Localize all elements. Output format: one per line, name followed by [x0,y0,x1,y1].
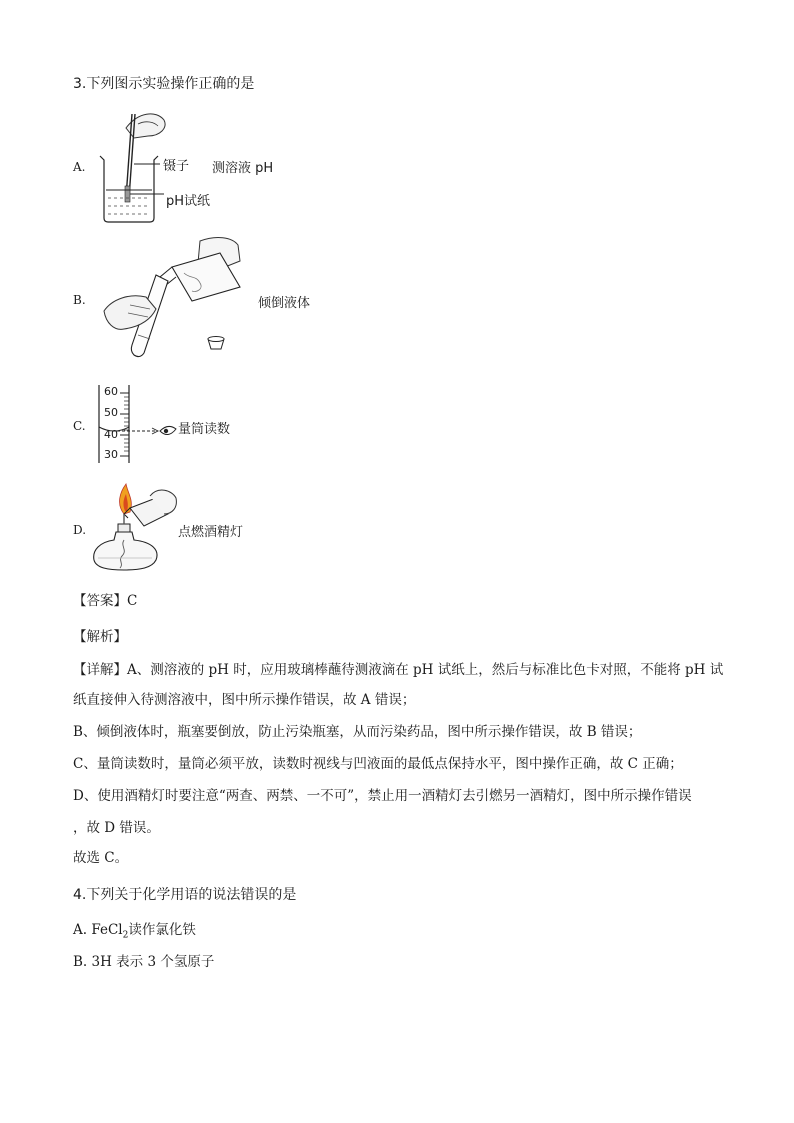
pour-liquid-illustration [100,235,250,360]
alcohol-lamp-illustration [94,484,184,574]
tick-60: 60 [104,385,118,398]
q4-option-a [73,920,196,946]
option-b-caption: 倾倒液体 [258,296,311,311]
tick-40: 40 [104,428,118,441]
q4-option-a-formula: FeCl [91,922,123,938]
detail-line-5: D、使用酒精灯时要注意“两查、两禁、一不可”，禁止用一酒精灯去引燃另一酒精灯，图中所示操作错误 [73,788,692,804]
detail-line-1 [73,660,723,680]
answer-line [73,591,137,611]
option-c-letter: C. [73,419,86,433]
conclusion: 故选 C。 [73,850,129,866]
detail-label: 【详解】 [73,662,127,678]
q4-option-a-letter: A. [73,922,88,938]
q4-option-b-text: 3H 表示 3 个氢原子 [91,954,215,970]
answer-label: 【答案】 [73,593,127,609]
detail-line-3: B、倾倒液体时，瓶塞要倒放，防止污染瓶塞，从而污染药品，图中所示操作错误，故 B 错误； [73,724,642,740]
question-4-title: 4.下列关于化学用语的说法错误的是 [73,887,297,903]
tick-50: 50 [104,406,118,419]
label-tweezers: 镊子 [163,159,190,174]
tick-30: 30 [104,448,118,461]
q4-option-a-text: 读作氯化铁 [128,922,196,938]
q4-option-a-subscript: 2 [122,930,129,941]
option-a-caption: 测溶液 pH [212,161,274,176]
label-ph-paper: pH试纸 [166,194,211,209]
analysis-label: 【解析】 [73,629,127,645]
option-a-letter: A. [73,160,86,174]
question-3-title: 3.下列图示实验操作正确的是 [73,76,255,92]
answer-value: C [127,593,138,609]
q4-option-b [73,952,214,972]
detail-line-6: ，故 D 错误。 [73,820,160,836]
detail-text-1: A、测溶液的 pH 时，应用玻璃棒蘸待测液滴在 pH 试纸上，然后与标准比色卡对照，不能将 pH 试 [127,662,724,678]
option-b-letter: B. [73,293,86,307]
option-d-letter: D. [73,523,87,537]
detail-line-4: C、量筒读数时，量筒必须平放，读数时视线与凹液面的最低点保持水平，图中操作正确，故 C 正确； [73,756,683,772]
option-d-caption: 点燃酒精灯 [178,525,244,540]
option-c-caption: 量筒读数 [178,422,231,437]
q4-option-b-letter: B. [73,954,88,970]
detail-line-2: 纸直接伸入待测溶液中，图中所示操作错误，故 A 错误； [73,692,416,708]
